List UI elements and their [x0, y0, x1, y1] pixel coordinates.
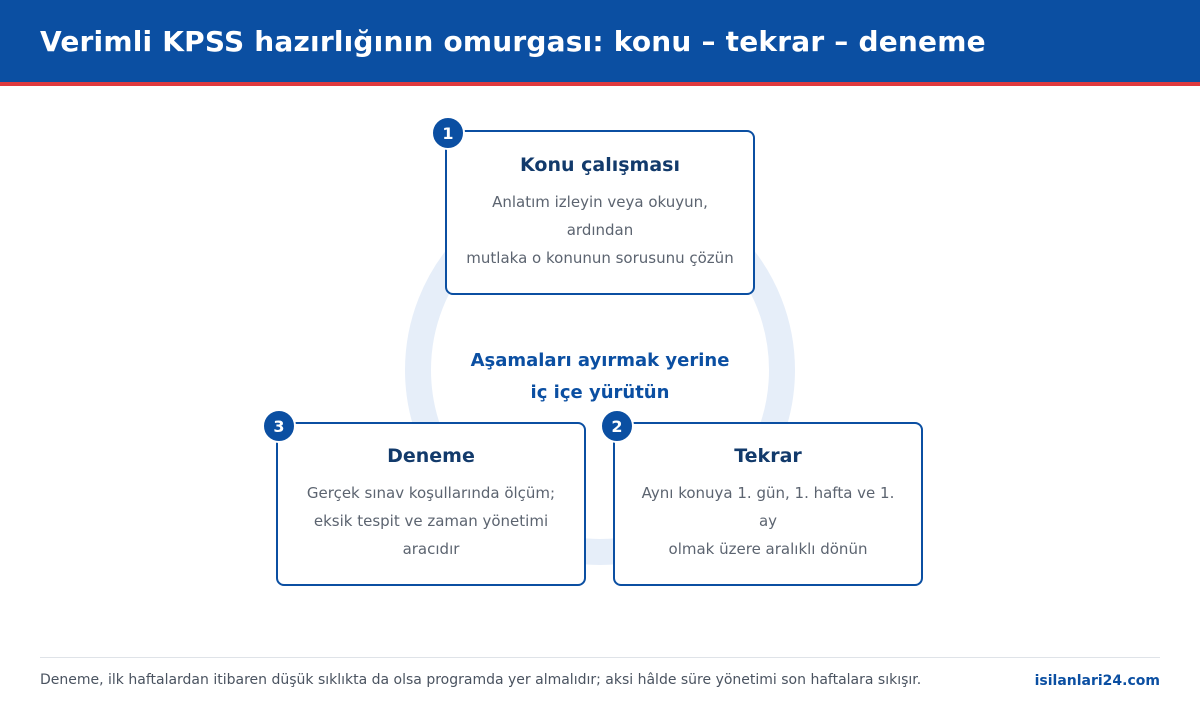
step-title: Konu çalışması: [520, 153, 680, 176]
footer-brand-link[interactable]: isilanlari24.com: [1034, 673, 1160, 689]
step-number-badge: 1: [431, 116, 465, 150]
page-title: Verimli KPSS hazırlığının omurgası: konu – tekrar – deneme: [40, 24, 986, 58]
step-description-line: olmak üzere aralıklı dönün: [668, 540, 868, 558]
step-description: [307, 479, 555, 563]
step-description: [465, 188, 735, 272]
step-description: [633, 479, 903, 563]
header-accent-stripe: [0, 82, 1200, 86]
step-number-badge: 2: [600, 409, 634, 443]
step-description-line: eksik tespit ve zaman yönetimi: [313, 512, 549, 530]
page-header: [0, 0, 1200, 82]
center-text-line-1: Aşamaları ayırmak yerine: [470, 350, 730, 371]
step-number-badge: 3: [262, 409, 296, 443]
cycle-center-text: [440, 345, 760, 409]
step-description-line: aracıdır: [402, 540, 460, 558]
step-description-line: Aynı konuya 1. gün, 1. hafta ve 1. ay: [641, 484, 895, 530]
step-title: Tekrar: [734, 445, 802, 467]
step-title: Deneme: [387, 445, 475, 467]
footer-note: Deneme, ilk haftalardan itibaren düşük sıklıkta da olsa programda yer almalıdır; aksi hâlde süre yönetimi son haftalara sıkışır.: [40, 672, 922, 688]
step-card-tekrar: [613, 422, 923, 586]
step-description-line: Gerçek sınav koşullarında ölçüm;: [306, 484, 556, 502]
step-description-line: mutlaka o konunun sorusunu çözün: [466, 248, 734, 267]
footer-divider: [40, 657, 1160, 658]
step-card-deneme: [276, 422, 586, 586]
step-description-line: Anlatım izleyin veya okuyun, ardından: [492, 192, 708, 239]
step-card-konu: [445, 130, 755, 295]
center-text-line-2: iç içe yürütün: [530, 382, 670, 403]
